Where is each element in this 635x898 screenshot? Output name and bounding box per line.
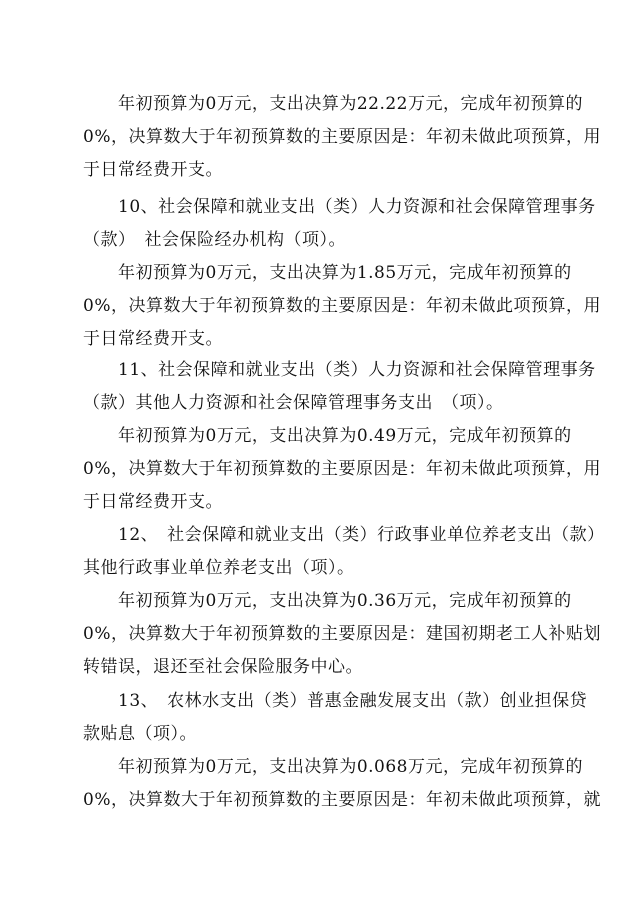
text-line: 0%，决算数大于年初预算数的主要原因是：建国初期老工人补贴划	[83, 624, 601, 644]
text-line: （款） 社会保险经办机构（项）。	[83, 230, 346, 250]
text-line: 于日常经费开支。	[83, 329, 223, 349]
text-line: 0%，决算数大于年初预算数的主要原因是：年初未做此项预算，用	[83, 459, 601, 479]
text-line: 0%，决算数大于年初预算数的主要原因是：年初未做此项预算，用	[83, 296, 601, 316]
text-line: 款贴息（项）。	[83, 724, 197, 744]
text-line: 12、 社会保障和就业支出（类）行政事业单位养老支出（款）	[83, 525, 605, 545]
text-line: 0%，决算数大于年初预算数的主要原因是：年初未做此项预算，就	[83, 790, 601, 810]
text-line: 年初预算为0万元，支出决算为0.49万元，完成年初预算的	[83, 426, 572, 446]
text-line: 13、 农林水支出（类）普惠金融发展支出（款）创业担保贷	[83, 691, 588, 711]
text-line: 转错误，退还至社会保险服务中心。	[83, 657, 363, 677]
text-line: （款）其他人力资源和社会保障管理事务支出 （项）。	[83, 393, 504, 413]
text-line: 年初预算为0万元，支出决算为0.068万元，完成年初预算的	[83, 757, 583, 777]
text-line: 于日常经费开支。	[83, 492, 223, 512]
text-line: 0%，决算数大于年初预算数的主要原因是：年初未做此项预算，用	[83, 127, 601, 147]
text-line: 10、社会保障和就业支出（类）人力资源和社会保障管理事务	[83, 197, 596, 217]
text-line: 于日常经费开支。	[83, 160, 223, 180]
text-line: 年初预算为0万元，支出决算为22.22万元，完成年初预算的	[83, 94, 583, 114]
text-line: 年初预算为0万元，支出决算为1.85万元，完成年初预算的	[83, 263, 572, 283]
text-line: 年初预算为0万元，支出决算为0.36万元，完成年初预算的	[83, 591, 572, 611]
text-line: 11、社会保障和就业支出（类）人力资源和社会保障管理事务	[83, 360, 596, 380]
text-line: 其他行政事业单位养老支出（项）。	[83, 558, 355, 578]
